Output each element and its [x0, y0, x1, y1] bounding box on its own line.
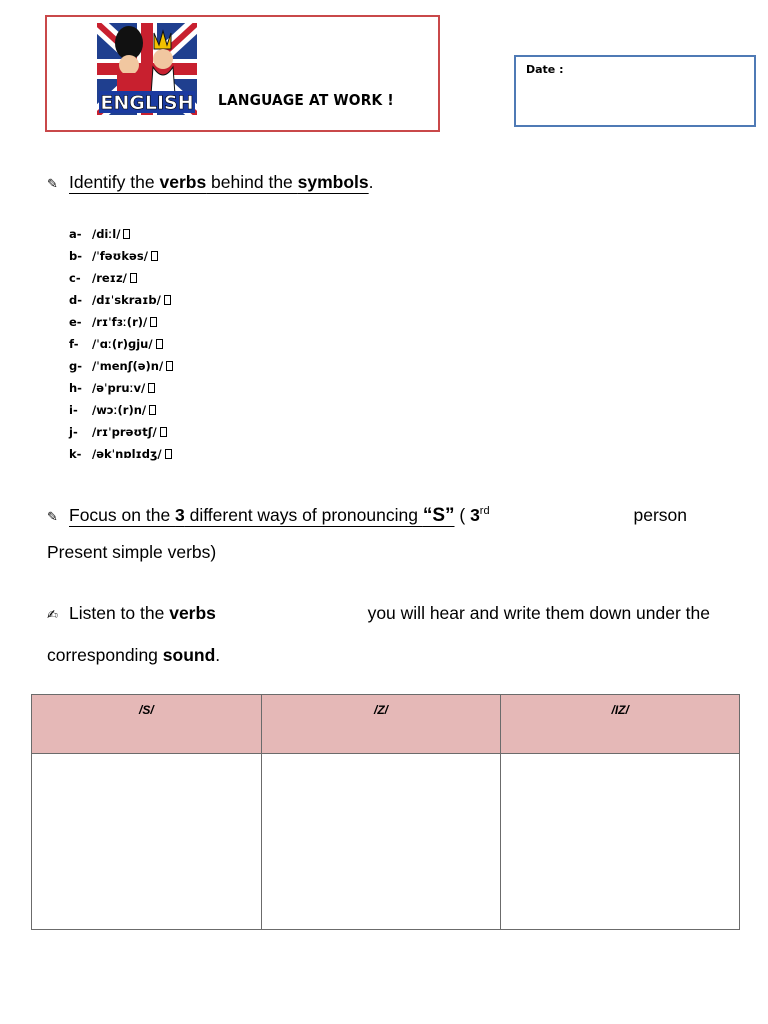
- list-item: [69, 267, 173, 289]
- list-item: [69, 421, 173, 443]
- blank-answer-box[interactable]: [151, 251, 158, 261]
- list-item: [69, 289, 173, 311]
- list-item-letter: k-: [69, 447, 82, 461]
- header-iz: /IZ/: [501, 695, 740, 754]
- svg-text:ENGLISH: ENGLISH: [100, 92, 194, 114]
- list-item: [69, 333, 173, 355]
- keyword-three: 3: [175, 505, 185, 525]
- list-item: [69, 355, 173, 377]
- header-z: /Z/: [261, 695, 501, 754]
- english-flag-logo: [97, 23, 197, 115]
- list-item-ipa: /reɪz/: [92, 271, 127, 285]
- list-item-letter: g-: [69, 359, 83, 373]
- list-item-ipa: /ˈfəʊkəs/: [92, 249, 148, 263]
- instruction-identify: ✎ Identify the verbs behind the symbols.: [47, 172, 374, 192]
- pencil-icon: ✎: [47, 176, 58, 191]
- list-item-letter: f-: [69, 337, 79, 351]
- instruction-listen: ✍ Listen to the verbs you will hear and write them down under the corresponding sound.: [47, 603, 710, 665]
- blank-answer-box[interactable]: [123, 229, 130, 239]
- list-item-letter: j-: [69, 425, 78, 439]
- instruction-focus-line1: ✎ Focus on the 3 different ways of pronouncing “S” ( 3rd person: [47, 505, 687, 526]
- answer-cell-s[interactable]: [32, 754, 262, 930]
- keyword-symbols: symbols: [297, 172, 369, 192]
- blank-answer-box[interactable]: [164, 295, 171, 305]
- sound-table-header: [32, 695, 740, 754]
- list-item-ipa: /rɪˈfɜː(r)/: [92, 315, 148, 329]
- keyword-verbs: verbs: [169, 603, 216, 623]
- list-item-letter: e-: [69, 315, 82, 329]
- list-item: [69, 377, 173, 399]
- list-item-ipa: /dɪˈskraɪb/: [92, 293, 161, 307]
- header-s: /S/: [32, 695, 262, 754]
- blank-answer-box[interactable]: [160, 427, 167, 437]
- list-item: [69, 223, 173, 245]
- phonetic-symbols-list: [69, 223, 173, 465]
- list-item-ipa: /wɔː(r)n/: [92, 403, 147, 417]
- list-item-ipa: /əkˈnɒlɪdʒ/: [92, 447, 162, 461]
- blank-answer-box[interactable]: [149, 405, 156, 415]
- blank-answer-box[interactable]: [166, 361, 173, 371]
- list-item-ipa: /rɪˈprəʊtʃ/: [92, 425, 157, 439]
- blank-answer-box[interactable]: [156, 339, 163, 349]
- keyword-sound: sound: [162, 645, 216, 665]
- instruction-text: Identify the verbs behind the symbols: [69, 172, 369, 192]
- keyword-s: “S”: [422, 505, 455, 526]
- list-item-letter: b-: [69, 249, 83, 263]
- list-item-letter: i-: [69, 403, 78, 417]
- header-box: [45, 15, 440, 132]
- list-item-letter: d-: [69, 293, 83, 307]
- blank-answer-box[interactable]: [130, 273, 137, 283]
- list-item: [69, 399, 173, 421]
- list-item: [69, 311, 173, 333]
- sound-table: [31, 694, 740, 930]
- list-item-ipa: /ˈɑː(r)ɡju/: [92, 337, 153, 351]
- instruction-focus-line2: Present simple verbs): [47, 542, 217, 562]
- list-item-ipa: /ˈmenʃ(ə)n/: [92, 359, 164, 373]
- list-item: [69, 245, 173, 267]
- pencil-icon: ✎: [47, 509, 58, 524]
- blank-answer-box[interactable]: [150, 317, 157, 327]
- instruction-focus: [47, 505, 687, 563]
- writing-hand-icon: ✍: [47, 607, 58, 622]
- list-item-ipa: /əˈpruːv/: [92, 381, 146, 395]
- answer-cell-z[interactable]: [261, 754, 501, 930]
- list-item-letter: a-: [69, 227, 82, 241]
- list-item-letter: c-: [69, 271, 81, 285]
- answer-cell-iz[interactable]: [501, 754, 740, 930]
- list-item-letter: h-: [69, 381, 82, 395]
- keyword-verbs: verbs: [159, 172, 207, 192]
- sound-table-answer-row: [32, 754, 740, 930]
- blank-answer-box[interactable]: [165, 449, 172, 459]
- list-item-ipa: /diːl/: [92, 227, 121, 241]
- date-box[interactable]: [514, 55, 756, 127]
- header-title: LANGUAGE AT WORK !: [218, 91, 394, 109]
- date-label: Date :: [526, 63, 564, 76]
- list-item: [69, 443, 173, 465]
- blank-answer-box[interactable]: [148, 383, 155, 393]
